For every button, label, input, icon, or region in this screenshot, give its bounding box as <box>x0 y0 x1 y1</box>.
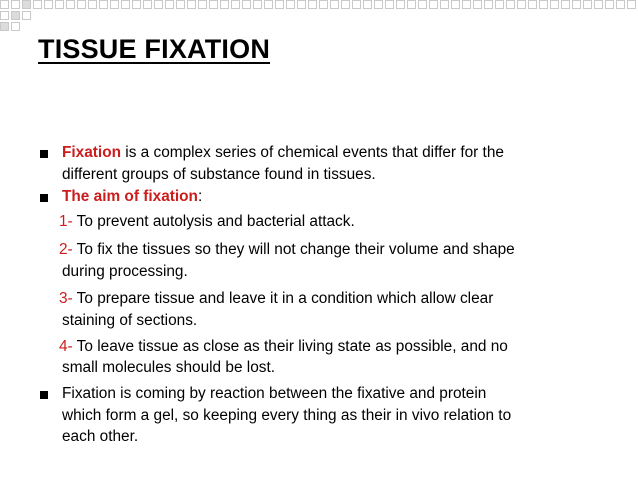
aim-1: 1- To prevent autolysis and bacterial attack. <box>59 213 355 230</box>
fixation-term: Fixation <box>62 144 121 161</box>
bullet-1-line-2: different groups of substance found in tissues. <box>62 166 376 183</box>
slide-title: TISSUE FIXATION <box>38 34 271 64</box>
bullet-3-line-3: each other. <box>62 428 139 445</box>
bullet-marker-icon <box>40 150 48 158</box>
bullet-marker-icon <box>40 391 48 399</box>
aim-4: 4- To leave tissue as close as their living state as possible, and no <box>59 338 508 355</box>
bullet-1-line-1: Fixation is a complex series of chemical events that differ for the <box>62 144 504 161</box>
aim-3-line-2: staining of sections. <box>62 312 198 329</box>
bullet-3-line-1: Fixation is coming by reaction between the fixative and protein <box>62 385 487 402</box>
bullet-2-line-1: The aim of fixation: <box>62 188 203 205</box>
aim-number: 2- <box>59 241 73 258</box>
aim-number: 4- <box>59 338 73 355</box>
aim-2: 2- To fix the tissues so they will not change their volume and shape <box>59 241 515 258</box>
bullet-3-line-2: which form a gel, so keeping every thing as their in vivo relation to <box>62 407 512 424</box>
aim-3: 3- To prepare tissue and leave it in a condition which allow clear <box>59 290 494 307</box>
bullet-marker-icon <box>40 194 48 202</box>
aim-of-fixation-term: The aim of fixation <box>62 188 198 205</box>
aim-4-line-2: small molecules should be lost. <box>62 359 276 376</box>
aim-number: 3- <box>59 290 73 307</box>
aim-number: 1- <box>59 213 73 230</box>
aim-2-line-2: during processing. <box>62 263 188 280</box>
